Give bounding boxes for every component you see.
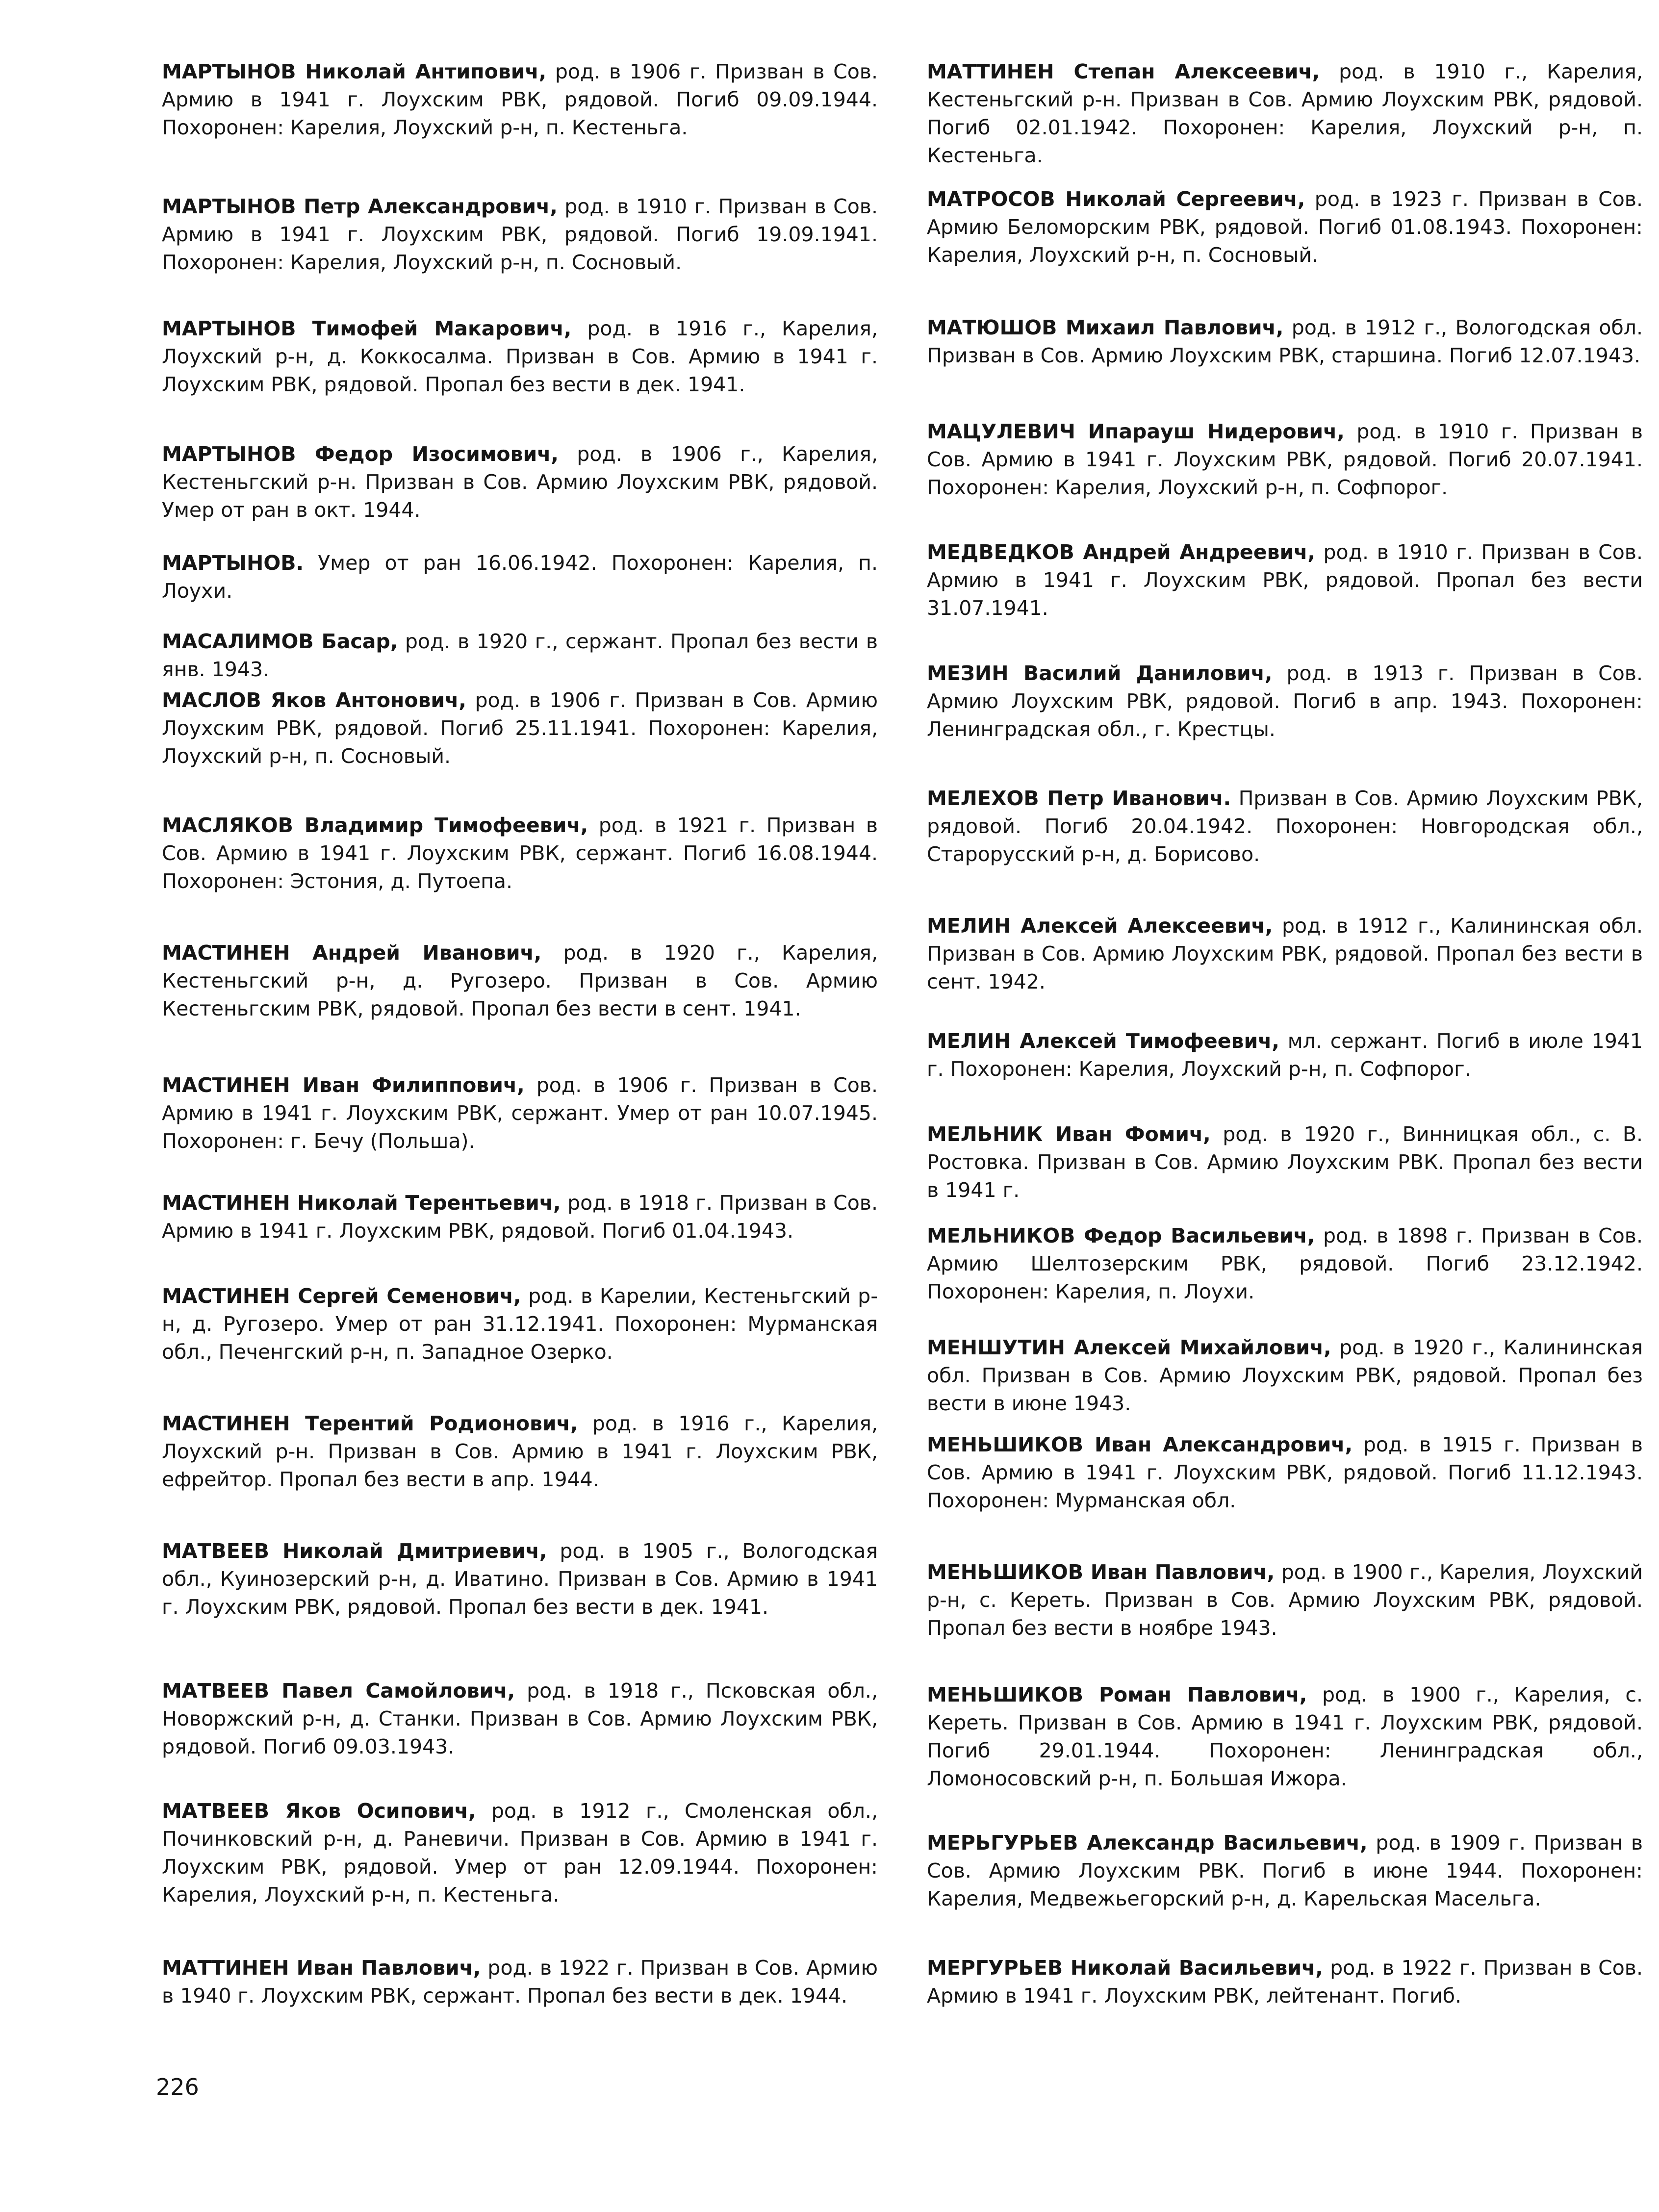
entry-text: род. в 1918 г., Псковская обл., Новоржский р-н, д. Станки. Призван в Сов. Армию Лоухским РВК, рядовой. Погиб 09.03.1943. (162, 1679, 878, 1758)
entry-name: МАТРОСОВ Николай Сергеевич, (927, 187, 1305, 211)
entry-text: род. в 1916 г., Карелия, Лоухский р-н. Призван в Сов. Армию в 1941 г. Лоухским РВК, ефрейтор. Пропал без вести в апр. 1944. (162, 1412, 878, 1491)
entry-name: МАСЛОВ Яков Антонович, (162, 688, 466, 712)
entry (162, 315, 878, 399)
entry (927, 1681, 1643, 1793)
entry (162, 686, 878, 770)
entry-text: род. в 1909 г. Призван в Сов. Армию Лоухским РВК. Погиб в июне 1944. Похоронен: Карелия, Медвежьегорский р-н, д. Карельская Масельга. (927, 1831, 1643, 1910)
entry-text: род. в 1910 г. Призван в Сов. Армию в 1941 г. Лоухским РВК, рядовой. Погиб 19.09.1941. Похоронен: Карелия, Лоухский р-н, п. Сосновый. (162, 195, 878, 274)
entry-text: род. в 1910 г., Карелия, Кестеньгский р-н. Призван в Сов. Армию Лоухским РВК, рядовой. Погиб 02.01.1942. Похоронен: Карелия, Лоухский р-н, п. Кестеньга. (927, 60, 1643, 167)
entry-name: МАЦУЛЕВИЧ Ипарауш Нидерович, (927, 420, 1345, 443)
entry (162, 440, 878, 524)
entry (927, 785, 1643, 868)
entry-name: МАТЮШОВ Михаил Павлович, (927, 316, 1284, 339)
entry-text: род. в 1915 г. Призван в Сов. Армию в 1941 г. Лоухским РВК, рядовой. Погиб 11.12.1943. Похоронен: Мурманская обл. (927, 1433, 1643, 1512)
entry (927, 1431, 1643, 1515)
entry-name: МАСЛЯКОВ Владимир Тимофеевич, (162, 814, 588, 837)
entry-name: МАТВЕЕВ Яков Осипович, (162, 1799, 476, 1823)
entry-text: род. в 1905 г., Вологодская обл., Куинозерский р-н, д. Иватино. Призван в Сов. Армию в 1941 г. Лоухским РВК, рядовой. Пропал без вести в дек. 1941. (162, 1539, 878, 1619)
entry-text: мл. сержант. Погиб в июле 1941 г. Похоронен: Карелия, Лоухский р-н, п. Софпорог. (927, 1029, 1643, 1081)
entry-text: род. в 1906 г., Карелия, Кестеньгский р-н. Призван в Сов. Армию Лоухским РВК, рядовой. Умер от ран в окт. 1944. (162, 442, 878, 522)
entry-text: род. в 1898 г. Призван в Сов. Армию Шелтозерским РВК, рядовой. Погиб 23.12.1942. Похоронен: Карелия, п. Лоухи. (927, 1224, 1643, 1303)
entry (927, 1954, 1643, 2010)
entry-text: род. в 1912 г., Калининская обл. Призван в Сов. Армию Лоухским РВК, рядовой. Пропал без вести в сент. 1942. (927, 914, 1643, 993)
entry-text: род. в 1916 г., Карелия, Лоухский р-н, д. Коккосалма. Призван в Сов. Армию в 1941 г. Лоухским РВК, рядовой. Пропал без вести в дек. 1941. (162, 317, 878, 396)
entry-name: МАТТИНЕН Иван Павлович, (162, 1956, 481, 1980)
entry-name: МЕНЬШИКОВ Роман Павлович, (927, 1683, 1307, 1706)
entry-text: род. в 1906 г. Призван в Сов. Армию в 1941 г. Лоухским РВК, рядовой. Погиб 09.09.1944. Похоронен: Карелия, Лоухский р-н, п. Кестеньга. (162, 60, 878, 139)
entry-name: МЕРЬГУРЬЕВ Александр Васильевич, (927, 1831, 1368, 1855)
entry-text: род. в 1922 г. Призван в Сов. Армию в 1941 г. Лоухским РВК, лейтенант. Погиб. (927, 1956, 1643, 2008)
entry-text: род. в 1906 г. Призван в Сов. Армию в 1941 г. Лоухским РВК, сержант. Умер от ран 10.07.1945. Похоронен: г. Бечу (Польша). (162, 1073, 878, 1153)
entry (927, 1558, 1643, 1642)
entry (162, 939, 878, 1023)
entry-name: МАРТЫНОВ Федор Изосимович, (162, 442, 559, 466)
entry-text: род. в 1922 г. Призван в Сов. Армию в 1940 г. Лоухским РВК, сержант. Пропал без вести в дек. 1944. (162, 1956, 878, 2008)
entry (162, 1677, 878, 1761)
entry (162, 1410, 878, 1494)
entry (927, 418, 1643, 502)
entry-text: род. в 1900 г., Карелия, Лоухский р-н, с. Кереть. Призван в Сов. Армию Лоухским РВК, рядовой. Пропал без вести в ноябре 1943. (927, 1560, 1643, 1640)
entry-text: род. в 1920 г., Винницкая обл., с. В. Ростовка. Призван в Сов. Армию Лоухским РВК. Пропал без вести в 1941 г. (927, 1122, 1643, 1202)
entry (927, 1334, 1643, 1418)
entry (162, 193, 878, 277)
entry-text: род. в 1906 г. Призван в Сов. Армию Лоухским РВК, рядовой. Погиб 25.11.1941. Похоронен: Карелия, Лоухский р-н, п. Сосновый. (162, 688, 878, 768)
entry (162, 1954, 878, 2010)
entry-text: род. в 1900 г., Карелия, с. Кереть. Призван в Сов. Армию в 1941 г. Лоухским РВК, рядовой. Погиб 29.01.1944. Похоронен: Ленинградская обл., Ломоносовский р-н, п. Большая Ижора. (927, 1683, 1643, 1790)
entry-name: МАСАЛИМОВ Басар, (162, 630, 398, 653)
entry-text: род. в 1923 г. Призван в Сов. Армию Беломорским РВК, рядовой. Погиб 01.08.1943. Похоронен: Карелия, Лоухский р-н, п. Сосновый. (927, 187, 1643, 267)
page-number: 226 (156, 2074, 199, 2100)
entry-name: МЕДВЕДКОВ Андрей Андреевич, (927, 540, 1315, 564)
entry-name: МАТВЕЕВ Николай Дмитриевич, (162, 1539, 547, 1563)
entry-name: МЕЛЬНИК Иван Фомич, (927, 1122, 1211, 1146)
entry-name: МАСТИНЕН Терентий Родионович, (162, 1412, 578, 1435)
entry-name: МАСТИНЕН Сергей Семенович, (162, 1284, 521, 1308)
entry (927, 58, 1643, 170)
entry-name: МАРТЫНОВ Тимофей Макарович, (162, 317, 572, 340)
entry-name: МЕНЬШИКОВ Иван Александрович, (927, 1433, 1353, 1456)
entry (927, 538, 1643, 622)
entry-text: род. в Карелии, Кестеньгский р-н, д. Ругозеро. Умер от ран 31.12.1941. Похоронен: Мурманская обл., Печенгский р-н, п. Западное Озерко. (162, 1284, 878, 1364)
entry-name: МАТТИНЕН Степан Алексеевич, (927, 60, 1320, 83)
entry-text: род. в 1920 г., Калининская обл. Призван в Сов. Армию Лоухским РВК, рядовой. Пропал без вести в июне 1943. (927, 1336, 1643, 1415)
entry-name: МЕНЬШИКОВ Иван Павлович, (927, 1560, 1275, 1584)
entry-name: МЕРГУРЬЕВ Николай Васильевич, (927, 1956, 1323, 1980)
entry-name: МАСТИНЕН Андрей Иванович, (162, 941, 542, 965)
entry-name: МЕЛИН Алексей Тимофеевич, (927, 1029, 1279, 1053)
entry (927, 1222, 1643, 1306)
entry (927, 314, 1643, 370)
entry-text: род. в 1912 г., Смоленская обл., Починковский р-н, д. Раневичи. Призван в Сов. Армию в 1941 г. Лоухским РВК, рядовой. Умер от ран 12.09.1944. Похоронен: Карелия, Лоухский р-н, п. Кестеньга. (162, 1799, 878, 1907)
entry (927, 185, 1643, 269)
entry-name: МАРТЫНОВ Николай Антипович, (162, 60, 547, 83)
entry-name: МАТВЕЕВ Павел Самойлович, (162, 1679, 515, 1703)
entry-name: МЕЛЕХОВ Петр Иванович. (927, 787, 1231, 810)
entry-name: МЕНШУТИН Алексей Михайлович, (927, 1336, 1331, 1359)
entry-text: род. в 1910 г. Призван в Сов. Армию в 1941 г. Лоухским РВК, рядовой. Пропал без вести 31.07.1941. (927, 540, 1643, 620)
entry-text: род. в 1910 г. Призван в Сов. Армию в 1941 г. Лоухским РВК, рядовой. Погиб 20.07.1941. Похоронен: Карелия, Лоухский р-н, п. Софпорог. (927, 420, 1643, 499)
entry-text: Умер от ран 16.06.1942. Похоронен: Карелия, п. Лоухи. (162, 551, 878, 603)
entry (927, 660, 1643, 743)
entry (927, 1120, 1643, 1204)
entry (927, 912, 1643, 996)
entry (162, 549, 878, 605)
entry (162, 1282, 878, 1366)
entry-text: род. в 1920 г., Карелия, Кестеньгский р-н, д. Ругозеро. Призван в Сов. Армию Кестеньгским РВК, рядовой. Пропал без вести в сент. 1941. (162, 941, 878, 1020)
entry-name: МАРТЫНОВ Петр Александрович, (162, 195, 558, 218)
entry (162, 1537, 878, 1621)
entry-text: род. в 1918 г. Призван в Сов. Армию в 1941 г. Лоухским РВК, рядовой. Погиб 01.04.1943. (162, 1191, 878, 1243)
entry (162, 1797, 878, 1909)
entry-text: род. в 1921 г. Призван в Сов. Армию в 1941 г. Лоухским РВК, сержант. Погиб 16.08.1944. Похоронен: Эстония, д. Путоепа. (162, 814, 878, 893)
entry-name: МАСТИНЕН Иван Филиппович, (162, 1073, 525, 1097)
entry (162, 812, 878, 895)
entry-text: род. в 1912 г., Вологодская обл. Призван в Сов. Армию Лоухским РВК, старшина. Погиб 12.07.1943. (927, 316, 1643, 367)
entry (927, 1027, 1643, 1083)
entry-name: МАСТИНЕН Николай Терентьевич, (162, 1191, 561, 1215)
entry-name: МЕЛИН Алексей Алексеевич, (927, 914, 1273, 938)
entry-name: МЕЗИН Василий Данилович, (927, 661, 1273, 685)
entry-text: род. в 1913 г. Призван в Сов. Армию Лоухским РВК, рядовой. Погиб в апр. 1943. Похоронен: Ленинградская обл., г. Крестцы. (927, 661, 1643, 741)
entry (927, 1829, 1643, 1913)
entry (162, 1189, 878, 1245)
entry-text: род. в 1920 г., сержант. Пропал без вести в янв. 1943. (162, 630, 878, 681)
entry-text: Призван в Сов. Армию Лоухским РВК, рядовой. Погиб 20.04.1942. Похоронен: Новгородская обл., Старорусский р-н, д. Борисово. (927, 787, 1643, 866)
entry (162, 1071, 878, 1155)
entry-name: МЕЛЬНИКОВ Федор Васильевич, (927, 1224, 1315, 1247)
entry-name: МАРТЫНОВ. (162, 551, 304, 575)
entry (162, 58, 878, 142)
entry (162, 628, 878, 684)
